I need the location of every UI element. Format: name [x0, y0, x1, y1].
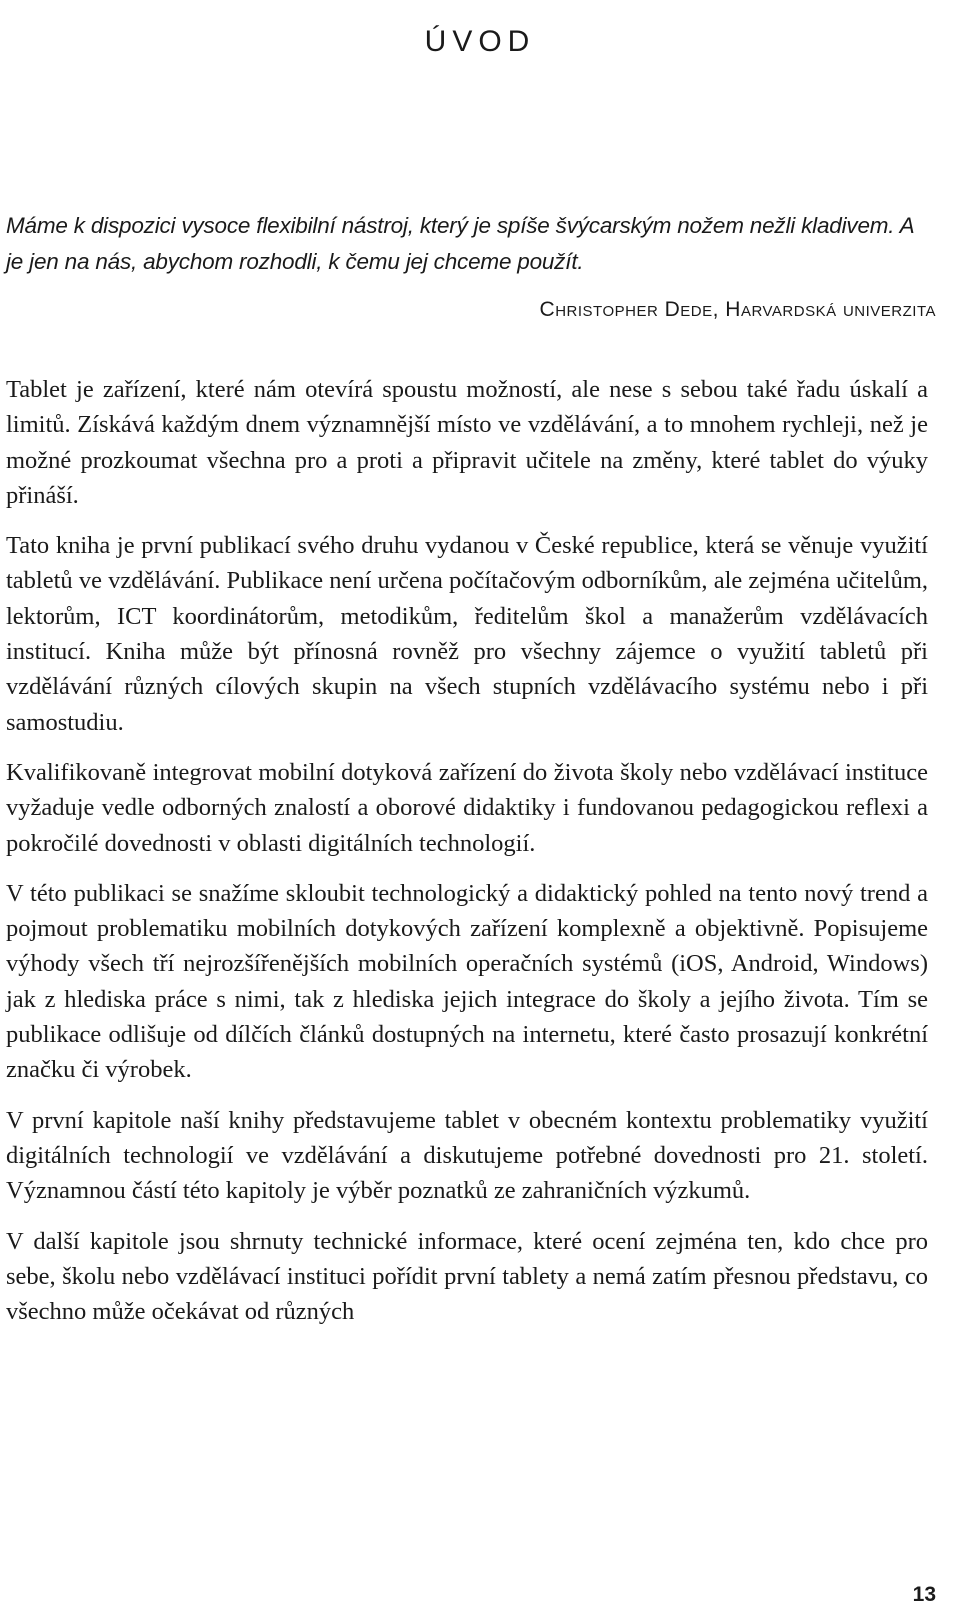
body-text [6, 372, 928, 1344]
paragraph: Tato kniha je první publikací svého druhu vydanou v České republice, která se věnuje využití tabletů ve vzdělávání. Publikace není určena počítačovým odborníkům, ale zejména učitelům, lektorům, ICT koordinátorům, metodikům, ředitelům škol a manažerům vzdělávacích institucí. Kniha může být přínosná rovněž pro všechny zájemce o využití tabletů při vzdělávání různých cílových skupin na všech stupních vzdělávacího systému nebo i při samostudiu. [6, 532, 928, 736]
paragraph: V další kapitole jsou shrnuty technické informace, které ocení zejména ten, kdo chce pro sebe, školu nebo vzdělávací instituci pořídit první tablety a nemá zatím přesnou představu, co všechno může očekávat od různých [6, 1227, 928, 1326]
paragraph: V první kapitole naší knihy představujeme tablet v obecném kontextu problematiky využití digitálních technologií ve vzdělávání a diskutujeme potřebné dovednosti pro 21. století. Významnou částí této kapitoly je výběr poznatků ze zahraničních výzkumů. [6, 1106, 928, 1205]
paragraph: V této publikaci se snažíme skloubit technologický a didaktický pohled na tento nový trend a pojmout problematiku mobilních dotykových zařízení komplexně a objektivně. Popisujeme výhody všech tří nejrozšířenějších mobilních operačních systémů (iOS, Android, Windows) jak z hlediska práce s nimi, tak z hlediska jejich integrace do školy a jejího života. Tím se publikace odlišuje od dílčích článků dostupných na internetu, které často prosazují konkrétní značku či výrobek. [6, 879, 928, 1084]
epigraph-attribution: Christopher Dede, Harvardská univerzita [539, 298, 936, 321]
epigraph-quote: Máme k dispozici vysoce flexibilní nástroj, který je spíše švýcarským nožem nežli kladivem. A je jen na nás, abychom rozhodli, k čemu jej chceme použít. [6, 213, 914, 274]
page-title: ÚVOD [424, 25, 536, 59]
paragraph: Kvalifikovaně integrovat mobilní dotyková zařízení do života školy nebo vzdělávací instituce vyžaduje vedle odborných znalostí a oborové didaktiky i fundovanou pedagogickou reflexi a pokročilé dovednosti v oblasti digitálních technologií. [6, 758, 928, 857]
page-number: 13 [912, 1583, 936, 1606]
paragraph: Tablet je zařízení, které nám otevírá spoustu možností, ale nese s sebou také řadu úskalí a limitů. Získává každým dnem významnější místo ve vzdělávání, a to mnohem rychleji, než je možné prozkoumat všechna pro a proti a připravit učitele na změny, které tablet do výuky přináší. [6, 376, 928, 509]
